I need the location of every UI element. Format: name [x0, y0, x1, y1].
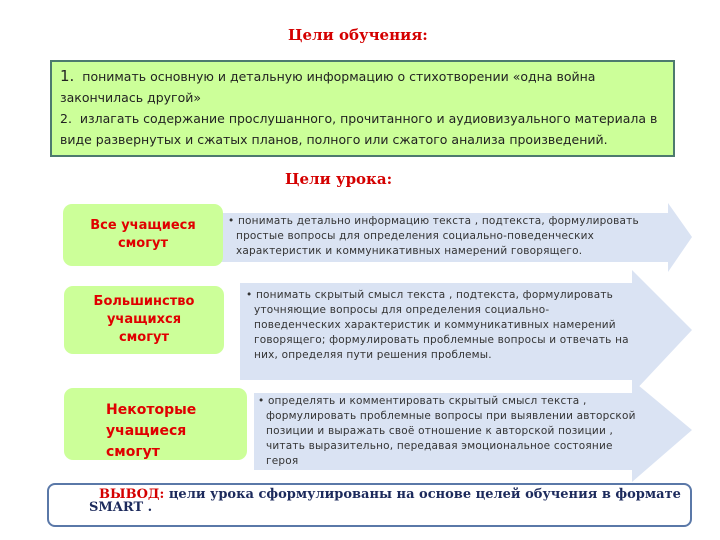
level-all-text: • понимать детально информацию текста , подтекста, формулировать простые вопросы для определения социально-поведенческих характеристик и коммуникативных намерений говорящего. [228, 215, 639, 257]
goal-text: излагать содержание прослушанного, прочитанного и аудиовизуального материала в виде развернутых и сжатых планов, полного или сжатого анализа произведений. [60, 111, 658, 147]
level-text: понимать детально информацию текста , подтекста, формулировать простые вопросы для определения социально-поведенческих характеристик и коммуникативных намерений говорящего. [236, 215, 639, 257]
conclusion-text: цели урока сформулированы на основе целей обучения в формате SMART . [89, 487, 681, 515]
conclusion-box [47, 483, 692, 527]
goal-text: понимать основную и детальную информацию о стихотворении «одна война закончилась другой» [60, 69, 596, 105]
level-some-box [64, 388, 247, 460]
level-text: понимать скрытый смысл текста , подтекста, формулировать уточняющие вопросы для определения социально-поведенческих характеристик и коммуникативных намерений говорящего; формулировать проблемные вопросы и отвечать на них, определяя пути решения проблемы. [254, 289, 629, 361]
level-text: определять и комментировать скрытый смысл текста , формулировать проблемные вопросы при выявлении авторской позиции и выражать своё отношение к авторской позиции , читать выразительно, передавая эмоциональное состояние героя [266, 395, 636, 467]
level-some-text: • определять и комментировать скрытый смысл текста , формулировать проблемные вопросы при выявлении авторской позиции и выражать своё отношение к авторской позиции , читать выразительно, передавая эмоциональное состояние героя [258, 395, 636, 467]
page-title: Цели обучения: [288, 26, 428, 44]
level-all-box: Все учащиеся смогут [63, 204, 223, 266]
conclusion-label: ВЫВОД: [99, 487, 165, 502]
goal-number: 2. [60, 111, 72, 126]
goal-number: 1. [60, 67, 75, 85]
lesson-goals-title: Цели урока: [285, 170, 393, 188]
level-who: Некоторые учащиеся смогут [106, 402, 197, 460]
level-most-text: • понимать скрытый смысл текста , подтекста, формулировать уточняющие вопросы для определения социально-поведенческих характеристик и коммуникативных намерений говорящего; формулировать проблемные вопросы и отвечать на них, определяя пути решения проблемы. [246, 289, 629, 361]
level-most-box: Большинство учащихся смогут [64, 286, 224, 354]
